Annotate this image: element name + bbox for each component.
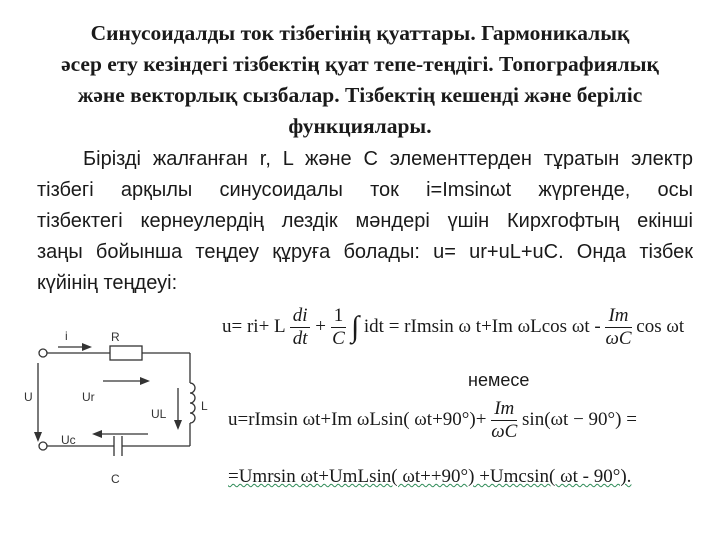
label-L: L: [201, 399, 208, 413]
resistor-symbol: [110, 346, 142, 360]
fraction-1-C: [331, 305, 347, 350]
eq2-left: u=rImsin ωt+Im ωLsin( ωt+90°)+: [228, 408, 487, 430]
eq2-end: sin(ωt − 90°) =: [522, 408, 637, 430]
frac-numerator: Im: [491, 398, 517, 421]
body-paragraph: [37, 144, 693, 299]
title-line: функциялары.: [288, 114, 432, 138]
frac-denominator: dt: [292, 328, 308, 349]
paragraph-line: күйінің теңдеуі:: [37, 272, 178, 294]
label-Uc: Uc: [61, 433, 76, 447]
paragraph-line: заңы бойынша теңдеу құруға болады: u= ur+uL+uC. Онда тізбек: [37, 241, 693, 263]
terminal-top: [39, 349, 47, 357]
paragraph-line: тізбектегі кернеулердің лездік мәндері үшін Кирхгофтың екінші: [37, 210, 693, 232]
slide-title: [0, 18, 720, 142]
title-line: Синусоидалды ток тізбегінің қуаттары. Гармоникалық: [90, 21, 630, 45]
label-R: R: [111, 330, 120, 344]
label-Ur: Ur: [82, 390, 95, 404]
fraction-di-dt: [290, 305, 311, 350]
paragraph-line: Бірізді жалғанған r, L және C элементтерден тұратын электр: [83, 148, 693, 170]
frac-numerator: Im: [605, 305, 631, 328]
nemese-label: немесе: [468, 370, 530, 390]
terminal-bottom: [39, 442, 47, 450]
eq3-text: =Umrsin ωt+UmLsin( ωt++90°) +Umcsin( ωt - 90°).: [228, 466, 632, 487]
frac-denominator: ωC: [491, 421, 518, 442]
fraction-Im-wC-2: [491, 398, 517, 443]
paragraph-line: тізбегі арқылы синусоидалы ток i=Imsinωt жүргенде, осы: [37, 179, 693, 201]
title-line: және векторлық сызбалар. Тізбектің кешенді және беріліс: [77, 83, 643, 107]
label-U: U: [24, 390, 33, 404]
fraction-Im-wC: [605, 305, 631, 350]
title-line: әсер ету кезіндегі тізбектің қуат тепе-теңдігі. Топографиялық: [61, 52, 659, 76]
frac-denominator: C: [332, 328, 345, 349]
frac-numerator: di: [290, 305, 311, 328]
equation-2: [228, 398, 637, 443]
label-i: i: [65, 329, 68, 343]
equation-1: u= ri+ L $\frac{di}{dt}$ + $\frac{1}{C}$ ∫ idt = rImsin ω t+Im ωLcos ωt - $\frac{Im}{\omega C}$ cos ωt: [222, 305, 685, 349]
frac-denominator: ωC: [605, 328, 632, 349]
label-UL: UL: [151, 407, 167, 421]
frac-numerator: 1: [331, 305, 347, 328]
eq1-end: cos ωt: [636, 315, 685, 337]
eq1-mid: idt = rImsin ω t+Im ωLcos ωt -: [363, 315, 601, 337]
label-C: C: [111, 472, 120, 486]
equation-3: [228, 466, 631, 488]
eq1-left: u= ri+ L: [222, 315, 285, 337]
rlc-circuit-diagram: [18, 318, 223, 490]
